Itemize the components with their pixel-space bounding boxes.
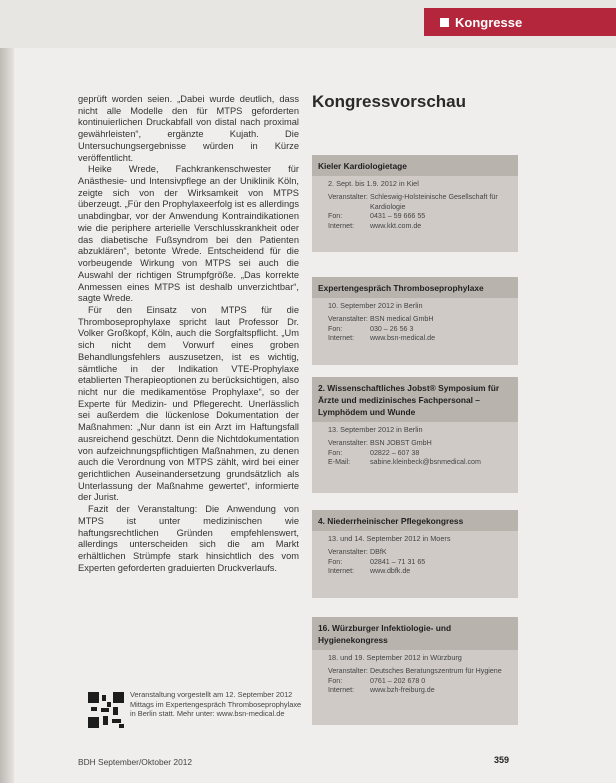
row-value: Schleswig-Holsteinische Gesellschaft für Kardiologie <box>370 193 498 211</box>
article-paragraph: Für den Einsatz von MTPS für die Thromboseprophylaxe spricht laut Professor Dr. Volker Großkopf, Köln, auch die Sorgfaltspflicht. „Um sich nicht dem Vorwurf eines groben Behandlungsfehlers auszusetzen, ist es wichtig, sämtliche in der Indikation VTE-Prophylaxe etablierten Therapieoptionen zu berücksichtigen, also nicht nur die medikamentöse Prophylaxe“, so der Experte für Medizin- und Pflegerecht. Unerlässlich sei außerdem die lückenlose Dokumentation der Maßnahmen: „Nur dann ist ein Arzt im Haftungsfall ausreichend geschützt. Denn die Nichtdokumentation von aufzeichnungspflichtigen Maßnahmen, zu denen auch die Verordnung von MTPS zählt, wird bei einer gerichtlichen Auseinandersetzung grundsätzlich als Unterlassung der Maßnahme gewertet“, informierte der Jurist. <box>78 304 299 503</box>
row-key: E-Mail: <box>328 458 351 467</box>
row-value: sabine.kleinbeck@bsnmedical.com <box>370 458 481 467</box>
event-date: 13. September 2012 in Berlin <box>328 425 423 434</box>
row-value: 0431 – 59 666 55 <box>370 212 426 221</box>
footer-issue: BDH September/Oktober 2012 <box>78 757 193 767</box>
row-key: Fon: <box>328 212 343 221</box>
event-date: 2. Sept. bis 1.9. 2012 in Kiel <box>328 179 419 188</box>
row-key: Internet: <box>328 221 355 230</box>
row-key: Internet: <box>328 334 355 343</box>
article-paragraph: Heike Wrede, Fachkrankenschwester für Anästhesie- und Intensivpflege an der Uniklinik Köln, zeigte sich von der Wirksamkeit von MTPS überzeugt. „Für den Prophylaxeerfolg ist es allerdings unabdingbar, vor der Anwendung Kontraindikationen wie die periphere arterielle Verschlusskrankheit oder das diabetische Fußsyndrom bei den Patienten abzuklären“, betonte Wrede. Entscheidend für die vorbeugende Wirkung von MTPS sei auch die Auswahl der richtigen Strumpfgröße. „Das korrekte Anmessen eines MTPS ist deshalb unverzichtbar“, sagte Wrede. <box>78 164 299 304</box>
article-paragraph: geprüft worden seien. „Dabei wurde deutlich, dass nicht alle Modelle den für MTPS geforderten kontinuierlichen Druckabfall von distal nach proximal gewährleisten“, ergänzte Kujath. Die Untersuchungsergebnisse würden in Kürze veröffentlicht. <box>78 94 299 163</box>
event-date: 13. und 14. September 2012 in Moers <box>328 534 451 543</box>
row-value: www.kkt.com.de <box>370 221 422 230</box>
article-paragraph: Fazit der Veranstaltung: Die Anwendung von MTPS ist unter medizinischen wie haftungsrechtlichen Gründen empfehlenswert, allerdings unterscheiden sich die am Markt erhältlichen Strümpfe stark hinsichtlich des vom Experten geforderten graduierten Druckverlaufs. <box>78 504 299 573</box>
event-card <box>312 155 518 252</box>
row-value: BSN JOBST GmbH <box>370 439 432 447</box>
page-gutter-shadow <box>0 0 14 783</box>
event-title: Kieler Kardiologietage <box>312 155 518 176</box>
row-value: Deutsches Beratungszentrum für Hygiene <box>370 667 502 675</box>
page-number: 359 <box>494 755 510 765</box>
event-card <box>312 377 518 493</box>
row-key: Veranstalter: <box>328 667 368 675</box>
square-icon <box>440 18 449 27</box>
row-value: BSN medical GmbH <box>370 315 434 323</box>
row-key: Veranstalter: <box>328 315 368 323</box>
row-value: 02841 – 71 31 65 <box>370 557 426 566</box>
section-tab <box>424 8 616 36</box>
event-title: 4. Niederrheinischer Pflegekongress <box>312 510 518 531</box>
event-date: 18. und 19. September 2012 in Würzburg <box>328 653 462 662</box>
article-body <box>78 94 299 574</box>
row-value: DBfK <box>370 548 387 556</box>
row-key: Fon: <box>328 324 343 333</box>
event-card <box>312 510 518 598</box>
row-key: Fon: <box>328 448 343 457</box>
event-title: 16. Würzburger Infektiologie- und Hygienekongress <box>312 617 518 650</box>
event-card <box>312 617 518 725</box>
event-title: Expertengespräch Thromboseprophylaxe <box>312 277 518 298</box>
row-key: Fon: <box>328 557 343 566</box>
row-key: Veranstalter: <box>328 548 368 556</box>
row-value: www.bsn-medical.de <box>370 334 436 343</box>
event-title: 2. Wissenschaftliches Jobst® Symposium für Ärzte und medizinisches Fachpersonal – Lymphödem und Wunde <box>312 377 518 422</box>
section-tab-label: Kongresse <box>455 14 523 30</box>
row-value: 02822 – 607 38 <box>370 448 420 457</box>
sidebar-title: Kongressvorschau <box>312 92 466 111</box>
row-key: Internet: <box>328 567 355 576</box>
event-card <box>312 277 518 365</box>
row-value: 030 – 26 56 3 <box>370 324 414 333</box>
qr-code <box>88 692 124 728</box>
qr-caption: Veranstaltung vorgestellt am 12. September 2012 Mittags im Expertengespräch Thromboseprophylaxe in Berlin statt. Mehr unter: www.bsn-medical.de <box>130 690 302 718</box>
row-key: Veranstalter: <box>328 439 368 447</box>
row-key: Internet: <box>328 686 355 695</box>
event-date: 10. September 2012 in Berlin <box>328 301 423 310</box>
row-key: Veranstalter: <box>328 193 368 201</box>
row-value: www.bzh-freiburg.de <box>370 686 435 695</box>
row-key: Fon: <box>328 676 343 685</box>
row-value: 0761 – 202 678 0 <box>370 676 426 685</box>
row-value: www.dbfk.de <box>370 567 411 576</box>
